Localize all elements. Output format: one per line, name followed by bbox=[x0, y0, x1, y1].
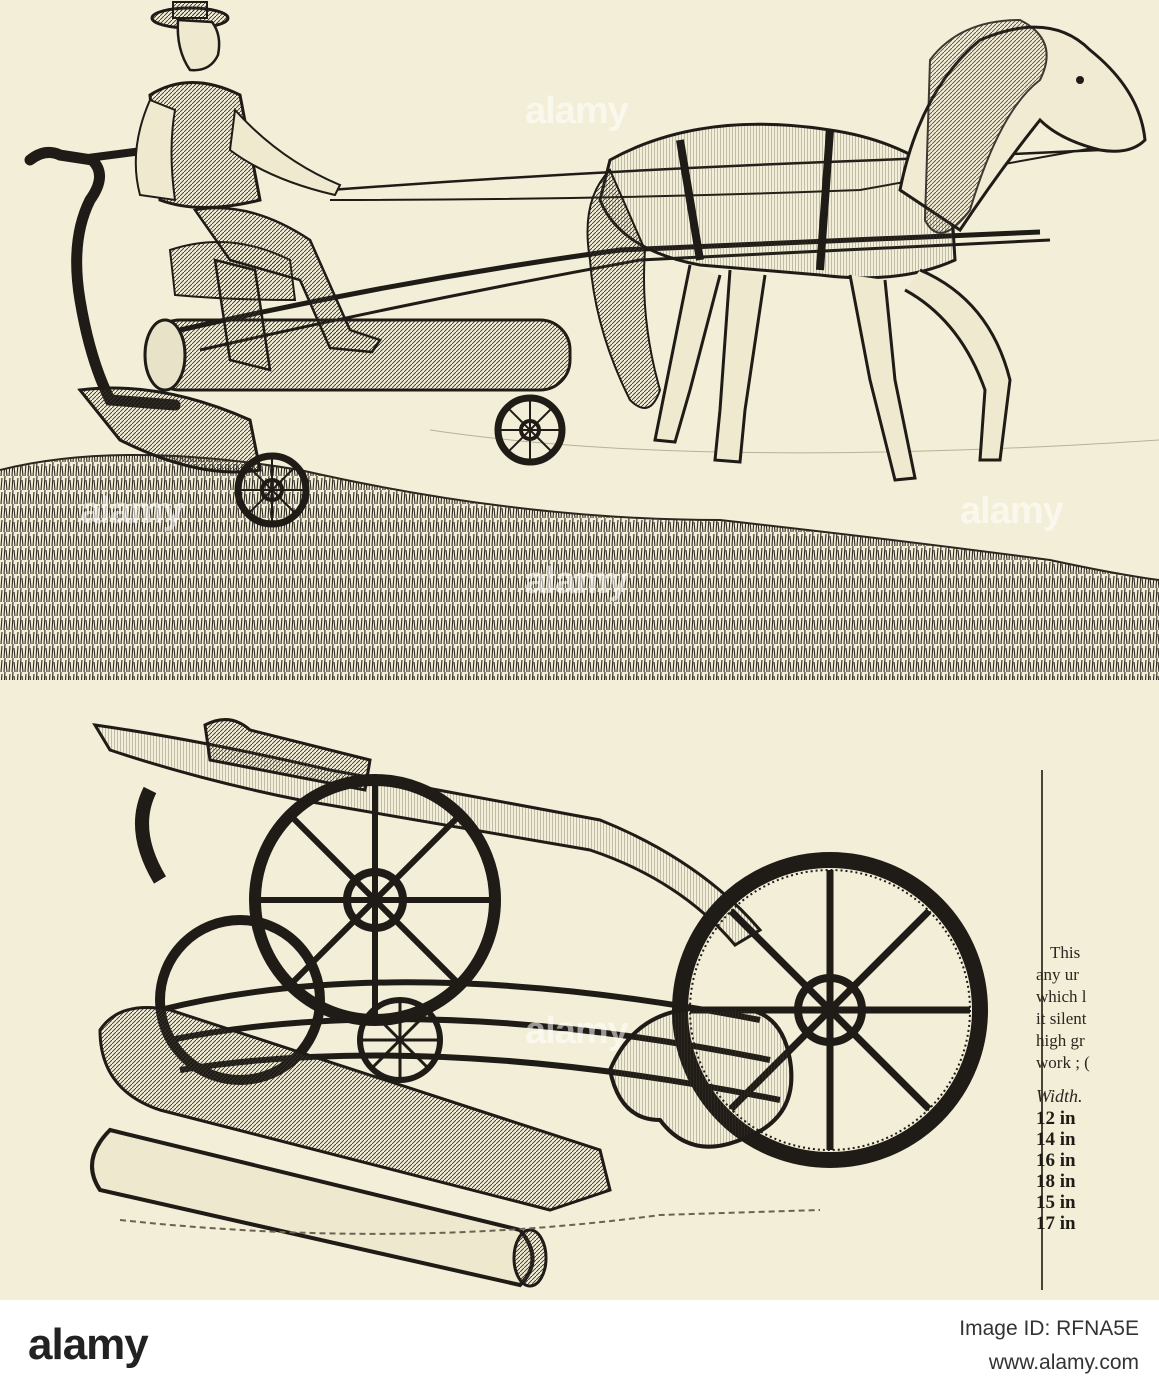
body-line: which l bbox=[1036, 987, 1087, 1006]
width-row: 17 in bbox=[1036, 1213, 1076, 1234]
watermark-text: alamy bbox=[80, 490, 183, 532]
body-line: This bbox=[1050, 943, 1081, 962]
body-line: work ; ( bbox=[1036, 1053, 1090, 1072]
body-line: high gr bbox=[1036, 1031, 1085, 1050]
hand-mower-illustration bbox=[92, 720, 980, 1286]
width-row: 14 in bbox=[1036, 1129, 1076, 1150]
alamy-logo[interactable]: alamy bbox=[28, 1320, 148, 1369]
image-id: Image ID: RFNA5E bbox=[959, 1317, 1139, 1340]
article-body-text bbox=[1036, 942, 1159, 1074]
body-line: any ur bbox=[1036, 965, 1079, 984]
watermark-text: alamy bbox=[525, 90, 628, 132]
body-line: it silent bbox=[1036, 1009, 1087, 1028]
footer-info bbox=[959, 1312, 1139, 1380]
width-list bbox=[1036, 1108, 1076, 1234]
width-row: 15 in bbox=[1036, 1192, 1076, 1213]
site-url[interactable]: www.alamy.com bbox=[988, 1351, 1139, 1374]
watermark-text: alamy bbox=[525, 1010, 628, 1052]
width-row: 18 in bbox=[1036, 1171, 1076, 1192]
width-heading: Width. bbox=[1036, 1086, 1083, 1106]
watermark-text: alamy bbox=[960, 490, 1063, 532]
width-row: 12 in bbox=[1036, 1108, 1076, 1129]
width-row: 16 in bbox=[1036, 1150, 1076, 1171]
watermark-text: alamy bbox=[525, 560, 628, 602]
